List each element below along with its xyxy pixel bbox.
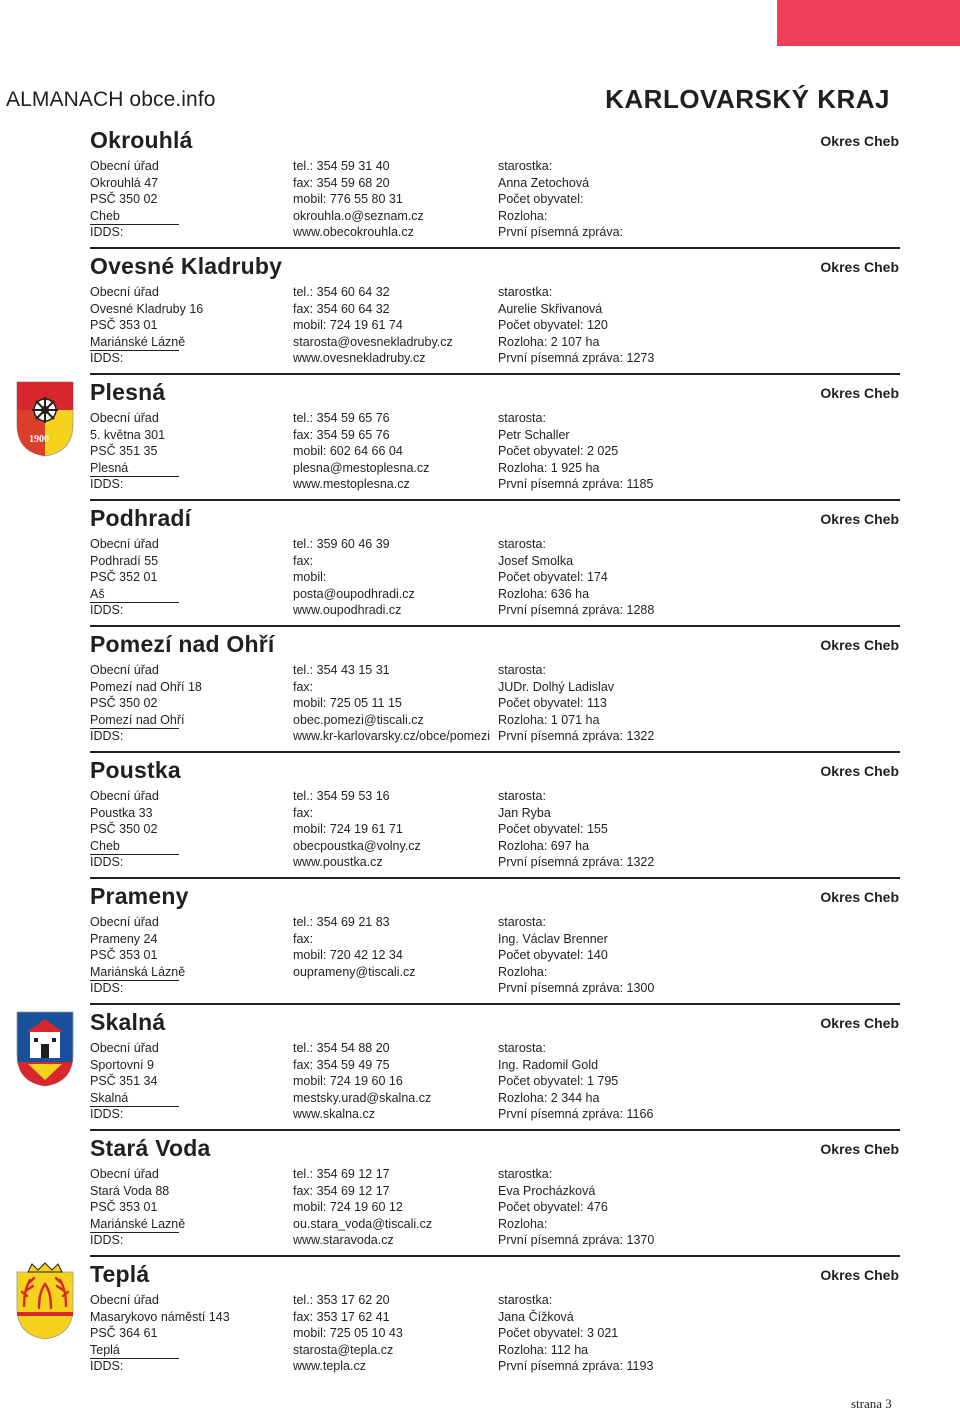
first-mention: První písemná zpráva: 1322: [498, 855, 655, 870]
website-link[interactable]: www.obecokrouhla.cz: [293, 225, 414, 240]
office-label: Obecní úřad: [90, 663, 159, 677]
phone: tel.: 354 43 15 31: [293, 663, 390, 677]
street-address: Ovesné Kladruby 16: [90, 301, 204, 316]
population: Počet obyvatel: 3 021: [498, 1326, 619, 1341]
contact-column: [293, 662, 490, 745]
phone: tel.: 354 69 21 83: [293, 915, 390, 929]
section-divider: [90, 373, 900, 375]
fax: fax:: [293, 931, 314, 946]
area: Rozloha:: [498, 964, 548, 979]
area: Rozloha: 697 ha: [498, 838, 590, 853]
website-link[interactable]: www.tepla.cz: [293, 1359, 366, 1374]
population: Počet obyvatel: 1 795: [498, 1074, 619, 1089]
municipality-name: Prameny: [90, 883, 189, 909]
municipality-name: Plesná: [90, 379, 166, 405]
mayor-name: Anna Zetochová: [498, 175, 590, 190]
first-mention: První písemná zpráva: 1370: [498, 1233, 655, 1248]
municipality-name: Ovesné Kladruby: [90, 253, 283, 279]
office-label: Obecní úřad: [90, 915, 159, 929]
fax: fax: 353 17 62 41: [293, 1309, 390, 1324]
contact-column: [293, 1040, 431, 1123]
mayor-label: starosta:: [498, 411, 546, 425]
district-label: Okres Cheb: [820, 259, 899, 275]
mobile: mobil: 725 05 10 43: [293, 1326, 403, 1341]
website-link[interactable]: www.oupodhradi.cz: [293, 603, 402, 618]
website-link[interactable]: www.ovesnekladruby.cz: [293, 351, 426, 366]
email-link[interactable]: mestsky.urad@skalna.cz: [293, 1090, 432, 1105]
street-address: Prameny 24: [90, 931, 158, 946]
municipality-entry: [0, 882, 960, 1008]
contact-column: [293, 1166, 432, 1249]
district-label: Okres Cheb: [820, 763, 899, 779]
website-link[interactable]: www.skalna.cz: [293, 1107, 375, 1122]
district-label: Okres Cheb: [820, 385, 899, 401]
info-column: [498, 536, 654, 619]
municipality-name: Poustka: [90, 757, 181, 783]
mayor-name: Eva Procházková: [498, 1183, 596, 1198]
postal-code: PSČ 353 01: [90, 318, 158, 333]
info-column: [498, 158, 623, 241]
first-mention: První písemná zpráva:: [498, 225, 624, 240]
info-column: [498, 662, 654, 745]
fax: fax:: [293, 805, 314, 820]
email-link[interactable]: starosta@ovesnekladruby.cz: [293, 334, 453, 349]
phone: tel.: 353 17 62 20: [293, 1293, 390, 1307]
office-label: Obecní úřad: [90, 411, 159, 425]
population: Počet obyvatel: 140: [498, 948, 608, 963]
office-label: Obecní úřad: [90, 1041, 159, 1055]
email-link[interactable]: ouprameny@tiscali.cz: [293, 964, 416, 979]
municipality-name: Skalná: [90, 1009, 166, 1035]
population: Počet obyvatel: 155: [498, 822, 608, 837]
contact-column: [293, 1292, 403, 1375]
section-divider: [90, 751, 900, 753]
idds-label: IDDS:: [90, 729, 124, 744]
info-column: [498, 914, 654, 997]
street-address: Stará Voda 88: [90, 1183, 170, 1198]
district-label: Okres Cheb: [820, 1267, 899, 1283]
fax: fax: 354 60 64 32: [293, 301, 390, 316]
website-link[interactable]: www.mestoplesna.cz: [293, 477, 410, 492]
website-link[interactable]: www.poustka.cz: [293, 855, 383, 870]
area: Rozloha: 636 ha: [498, 586, 590, 601]
office-address-column: [90, 410, 179, 493]
town-name: Aš: [90, 587, 179, 604]
idds-label: IDDS:: [90, 477, 124, 492]
office-address-column: [90, 1040, 179, 1123]
population: Počet obyvatel: 113: [498, 696, 607, 711]
mayor-name: Jan Ryba: [498, 805, 551, 820]
phone: tel.: 354 60 64 32: [293, 285, 390, 299]
office-label: Obecní úřad: [90, 537, 159, 551]
municipality-name: Podhradí: [90, 505, 192, 531]
area: Rozloha:: [498, 1216, 548, 1231]
mayor-name: Aurelie Skřivanová: [498, 301, 603, 316]
area: Rozloha: 112 ha: [498, 1342, 589, 1357]
phone: tel.: 354 69 12 17: [293, 1167, 390, 1181]
email-link[interactable]: starosta@tepla.cz: [293, 1342, 394, 1357]
section-divider: [90, 247, 900, 249]
contact-column: [293, 284, 453, 367]
office-address-column: [90, 1292, 230, 1375]
municipality-entry: [0, 1008, 960, 1134]
first-mention: První písemná zpráva: 1322: [498, 729, 655, 744]
email-link[interactable]: plesna@mestoplesna.cz: [293, 460, 430, 475]
town-name: Mariánská Lázně: [90, 965, 179, 982]
town-name: Plesná: [90, 461, 179, 478]
mobile: mobil: 724 19 60 16: [293, 1074, 403, 1089]
first-mention: První písemná zpráva: 1166: [498, 1107, 654, 1122]
mayor-label: starostka:: [498, 1167, 553, 1181]
idds-label: IDDS:: [90, 855, 124, 870]
contact-column: [293, 536, 415, 619]
skalna-coat-of-arms: [14, 1010, 76, 1088]
municipality-entry: [0, 378, 960, 504]
region-title: KARLOVARSKÝ KRAJ: [605, 84, 890, 114]
email-link[interactable]: obec.pomezi@tiscali.cz: [293, 712, 424, 727]
mayor-name: Jana Čížková: [498, 1309, 574, 1324]
postal-code: PSČ 364 61: [90, 1326, 158, 1341]
fax: fax: 354 69 12 17: [293, 1183, 390, 1198]
district-label: Okres Cheb: [820, 637, 899, 653]
district-label: Okres Cheb: [820, 133, 899, 149]
mayor-label: starostka:: [498, 1293, 553, 1307]
fax: fax: 354 59 49 75: [293, 1057, 390, 1072]
office-label: Obecní úřad: [90, 285, 159, 299]
town-name: Pomezí nad Ohří: [90, 713, 179, 730]
mayor-label: starosta:: [498, 663, 546, 677]
municipality-entry: [0, 1260, 960, 1386]
municipality-entry: [0, 252, 960, 378]
idds-label: IDDS:: [90, 1233, 124, 1248]
office-address-column: [90, 536, 179, 619]
mayor-label: starosta:: [498, 1041, 546, 1055]
email-link[interactable]: okrouhla.o@seznam.cz: [293, 208, 424, 223]
area: Rozloha: 2 107 ha: [498, 334, 600, 349]
area: Rozloha: 1 071 ha: [498, 712, 600, 727]
website-link[interactable]: www.kr-karlovarsky.cz/obce/pomezi: [293, 729, 491, 744]
idds-label: IDDS:: [90, 351, 124, 366]
corner-accent-block: [777, 0, 960, 46]
area: Rozloha: 2 344 ha: [498, 1090, 600, 1105]
phone: tel.: 354 59 31 40: [293, 159, 390, 173]
section-divider: [90, 877, 900, 879]
first-mention: První písemná zpráva: 1193: [498, 1359, 654, 1374]
section-divider: [90, 1003, 900, 1005]
mobile: mobil: 776 55 80 31: [293, 192, 403, 207]
municipality-entry: [0, 1134, 960, 1260]
postal-code: PSČ 351 34: [90, 1074, 158, 1089]
office-label: Obecní úřad: [90, 789, 159, 803]
town-name: Skalná: [90, 1091, 179, 1108]
idds-label: IDDS:: [90, 981, 124, 996]
office-address-column: [90, 788, 179, 871]
district-label: Okres Cheb: [820, 889, 899, 905]
mobile: mobil: 724 19 60 12: [293, 1200, 403, 1215]
svg-text:1900: 1900: [29, 434, 49, 445]
first-mention: První písemná zpráva: 1288: [498, 603, 655, 618]
idds-label: IDDS:: [90, 603, 124, 618]
phone: tel.: 359 60 46 39: [293, 537, 390, 551]
office-address-column: [90, 1166, 186, 1249]
town-name: Mariánské Lázně: [90, 335, 179, 352]
town-name: Teplá: [90, 1343, 179, 1360]
municipality-entry: [0, 756, 960, 882]
office-address-column: [90, 662, 202, 745]
office-label: Obecní úřad: [90, 1293, 159, 1307]
almanac-title: ALMANACH obce.info: [6, 88, 216, 111]
plesna-coat-of-arms: [14, 380, 76, 458]
phone: tel.: 354 59 53 16: [293, 789, 390, 803]
idds-label: IDDS:: [90, 1107, 124, 1122]
email-link[interactable]: ou.stara_voda@tiscali.cz: [293, 1216, 433, 1231]
mayor-name: Ing. Radomil Gold: [498, 1057, 599, 1072]
mobile: mobil: 720 42 12 34: [293, 948, 403, 963]
street-address: Poustka 33: [90, 805, 153, 820]
mayor-label: starosta:: [498, 915, 546, 929]
website-link[interactable]: www.staravoda.cz: [293, 1233, 394, 1248]
mayor-label: starostka:: [498, 159, 553, 173]
info-column: [498, 284, 654, 367]
population: Počet obyvatel: 174: [498, 570, 608, 585]
first-mention: První písemná zpráva: 1300: [498, 981, 655, 996]
office-address-column: [90, 284, 203, 367]
district-label: Okres Cheb: [820, 511, 899, 527]
website-link[interactable]: [293, 980, 415, 997]
town-name: Mariánské Lazně: [90, 1217, 179, 1234]
area: Rozloha: 1 925 ha: [498, 460, 600, 475]
tepla-coat-of-arms: [14, 1262, 76, 1340]
info-column: [498, 1166, 654, 1249]
area: Rozloha:: [498, 208, 548, 223]
mayor-name: JUDr. Dolhý Ladislav: [498, 679, 615, 694]
email-link[interactable]: obecpoustka@volny.cz: [293, 838, 421, 853]
fax: fax:: [293, 679, 314, 694]
fax: fax: 354 59 68 20: [293, 175, 390, 190]
mobile: mobil: 724 19 61 74: [293, 318, 403, 333]
mayor-label: starostka:: [498, 285, 553, 299]
contact-column: [293, 410, 429, 493]
district-label: Okres Cheb: [820, 1141, 899, 1157]
postal-code: PSČ 350 02: [90, 822, 158, 837]
phone: tel.: 354 59 65 76: [293, 411, 390, 425]
section-divider: [90, 1255, 900, 1257]
municipality-entry: [0, 504, 960, 630]
street-address: Podhradí 55: [90, 553, 159, 568]
section-divider: [90, 1129, 900, 1131]
office-label: Obecní úřad: [90, 159, 159, 173]
municipality-name: Pomezí nad Ohří: [90, 631, 275, 657]
street-address: 5. května 301: [90, 427, 166, 442]
postal-code: PSČ 350 02: [90, 192, 158, 207]
population: Počet obyvatel:: [498, 192, 584, 207]
postal-code: PSČ 353 01: [90, 1200, 158, 1215]
contact-column: [293, 158, 424, 241]
municipality-name: Stará Voda: [90, 1135, 211, 1161]
mobile: mobil: 724 19 61 71: [293, 822, 403, 837]
page-number: strana 3: [851, 1396, 892, 1411]
contact-column: [293, 788, 421, 871]
mobile: mobil: 602 64 66 04: [293, 444, 403, 459]
mayor-label: starosta:: [498, 537, 546, 551]
town-name: Cheb: [90, 839, 179, 856]
office-address-column: [90, 158, 179, 241]
population: Počet obyvatel: 120: [498, 318, 608, 333]
info-column: [498, 1040, 653, 1123]
postal-code: PSČ 352 01: [90, 570, 158, 585]
contact-column: [293, 914, 415, 997]
mayor-name: Josef Smolka: [498, 553, 574, 568]
town-name: Cheb: [90, 209, 179, 226]
office-address-column: [90, 914, 186, 997]
section-divider: [90, 625, 900, 627]
office-label: Obecní úřad: [90, 1167, 159, 1181]
municipality-entry: [0, 126, 960, 252]
postal-code: PSČ 351 35: [90, 444, 158, 459]
municipality-name: Teplá: [90, 1261, 150, 1287]
section-divider: [90, 499, 900, 501]
street-address: Okrouhlá 47: [90, 175, 159, 190]
mobile: mobil:: [293, 570, 327, 585]
street-address: Sportovní 9: [90, 1057, 154, 1072]
mayor-name: Ing. Václav Brenner: [498, 931, 608, 946]
info-column: [498, 788, 654, 871]
info-column: [498, 410, 653, 493]
idds-label: IDDS:: [90, 225, 124, 240]
email-link[interactable]: posta@oupodhradi.cz: [293, 586, 415, 601]
fax: fax: 354 59 65 76: [293, 427, 390, 442]
mayor-label: starosta:: [498, 789, 546, 803]
population: Počet obyvatel: 476: [498, 1200, 608, 1215]
district-label: Okres Cheb: [820, 1015, 899, 1031]
mobile: mobil: 725 05 11 15: [293, 696, 402, 711]
info-column: [498, 1292, 653, 1375]
population: Počet obyvatel: 2 025: [498, 444, 619, 459]
postal-code: PSČ 350 02: [90, 696, 158, 711]
first-mention: První písemná zpráva: 1273: [498, 351, 655, 366]
idds-label: IDDS:: [90, 1359, 124, 1374]
street-address: Pomezí nad Ohří 18: [90, 679, 202, 694]
first-mention: První písemná zpráva: 1185: [498, 477, 654, 492]
mayor-name: Petr Schaller: [498, 427, 570, 442]
fax: fax:: [293, 553, 314, 568]
municipality-name: Okrouhlá: [90, 127, 193, 153]
postal-code: PSČ 353 01: [90, 948, 158, 963]
street-address: Masarykovo náměstí 143: [90, 1309, 230, 1324]
municipality-entry: [0, 630, 960, 756]
phone: tel.: 354 54 88 20: [293, 1041, 390, 1055]
